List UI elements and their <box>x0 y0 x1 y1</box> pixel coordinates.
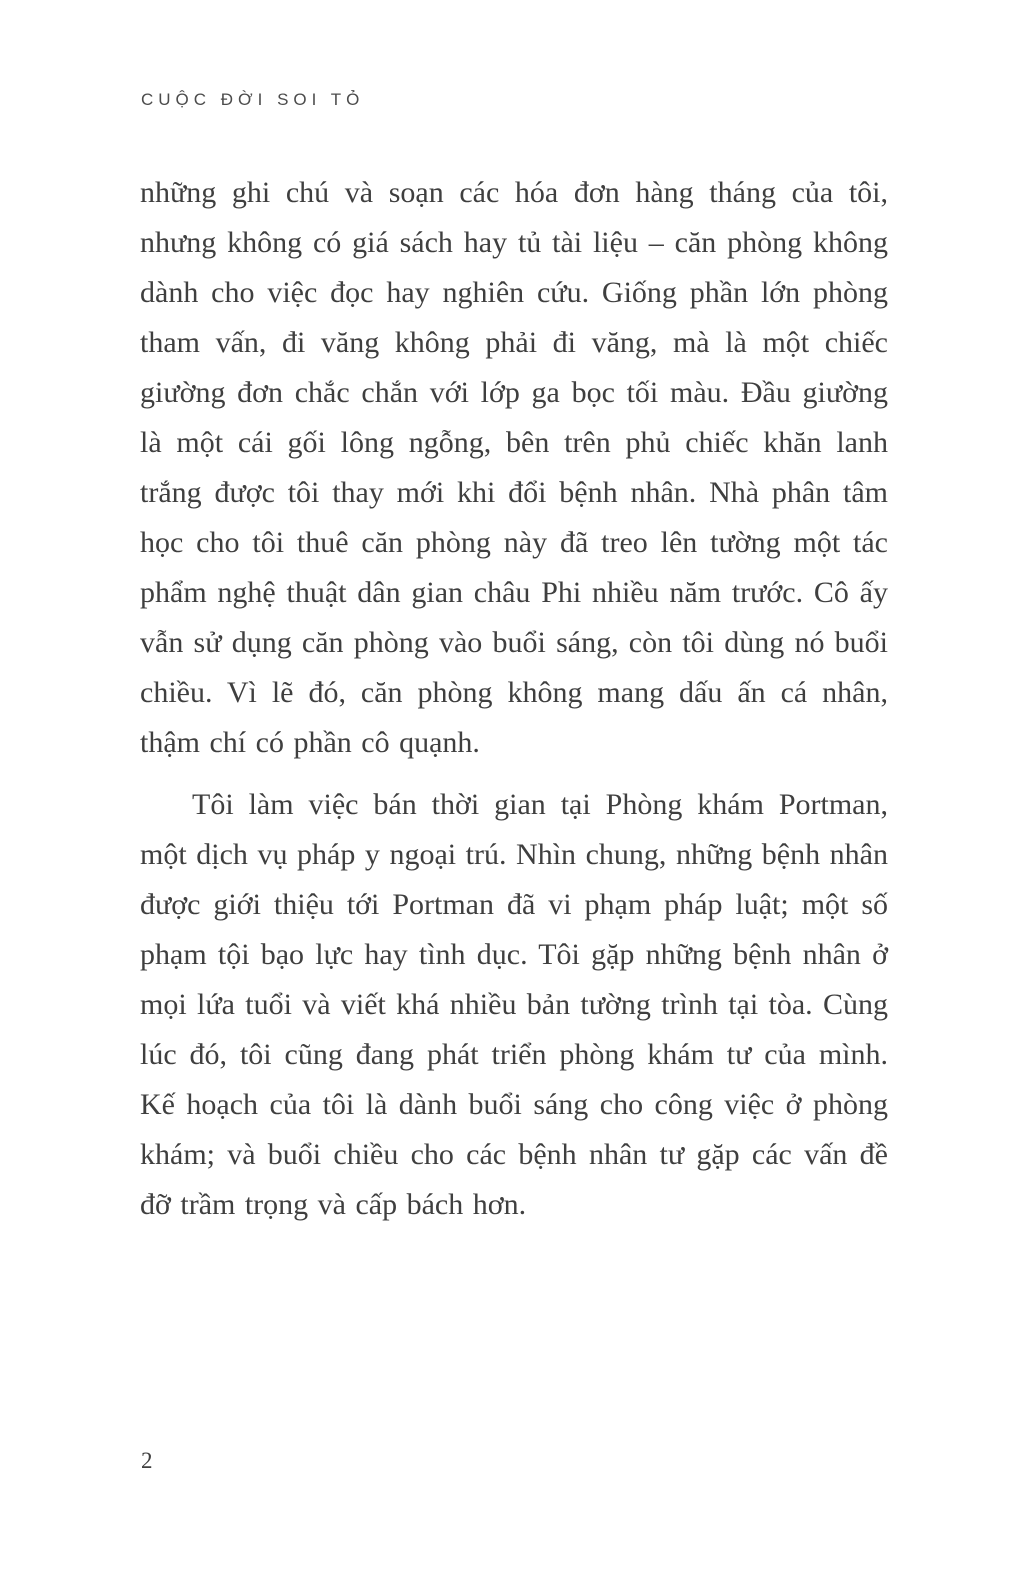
paragraph: những ghi chú và soạn các hóa đơn hàng tháng của tôi, nhưng không có giá sách hay tủ tài liệu – căn phòng không dành cho việc đọc hay nghiên cứu. Giống phần lớn phòng tham vấn, đi văng không phải đi văng, mà là một chiếc giường đơn chắc chắn với lớp ga bọc tối màu. Đầu giường là một cái gối lông ngỗng, bên trên phủ chiếc khăn lanh trắng được tôi thay mới khi đổi bệnh nhân. Nhà phân tâm học cho tôi thuê căn phòng này đã treo lên tường một tác phẩm nghệ thuật dân gian châu Phi nhiều năm trước. Cô ấy vẫn sử dụng căn phòng vào buổi sáng, còn tôi dùng nó buổi chiều. Vì lẽ đó, căn phòng không mang dấu ấn cá nhân, thậm chí có phần cô quạnh. <box>140 176 888 759</box>
page-number: 2 <box>141 1448 153 1473</box>
running-header: CUỘC ĐỜI SOI TỎ <box>141 90 365 109</box>
body-text <box>140 168 888 1230</box>
paragraph: Tôi làm việc bán thời gian tại Phòng khám Portman, một dịch vụ pháp y ngoại trú. Nhìn chung, những bệnh nhân được giới thiệu tới Portman đã vi phạm pháp luật; một số phạm tội bạo lực hay tình dục. Tôi gặp những bệnh nhân ở mọi lứa tuổi và viết khá nhiều bản tường trình tại tòa. Cùng lúc đó, tôi cũng đang phát triển phòng khám tư của mình. Kế hoạch của tôi là dành buổi sáng cho công việc ở phòng khám; và buổi chiều cho các bệnh nhân tư gặp các vấn đề đỡ trầm trọng và cấp bách hơn. <box>140 788 888 1221</box>
